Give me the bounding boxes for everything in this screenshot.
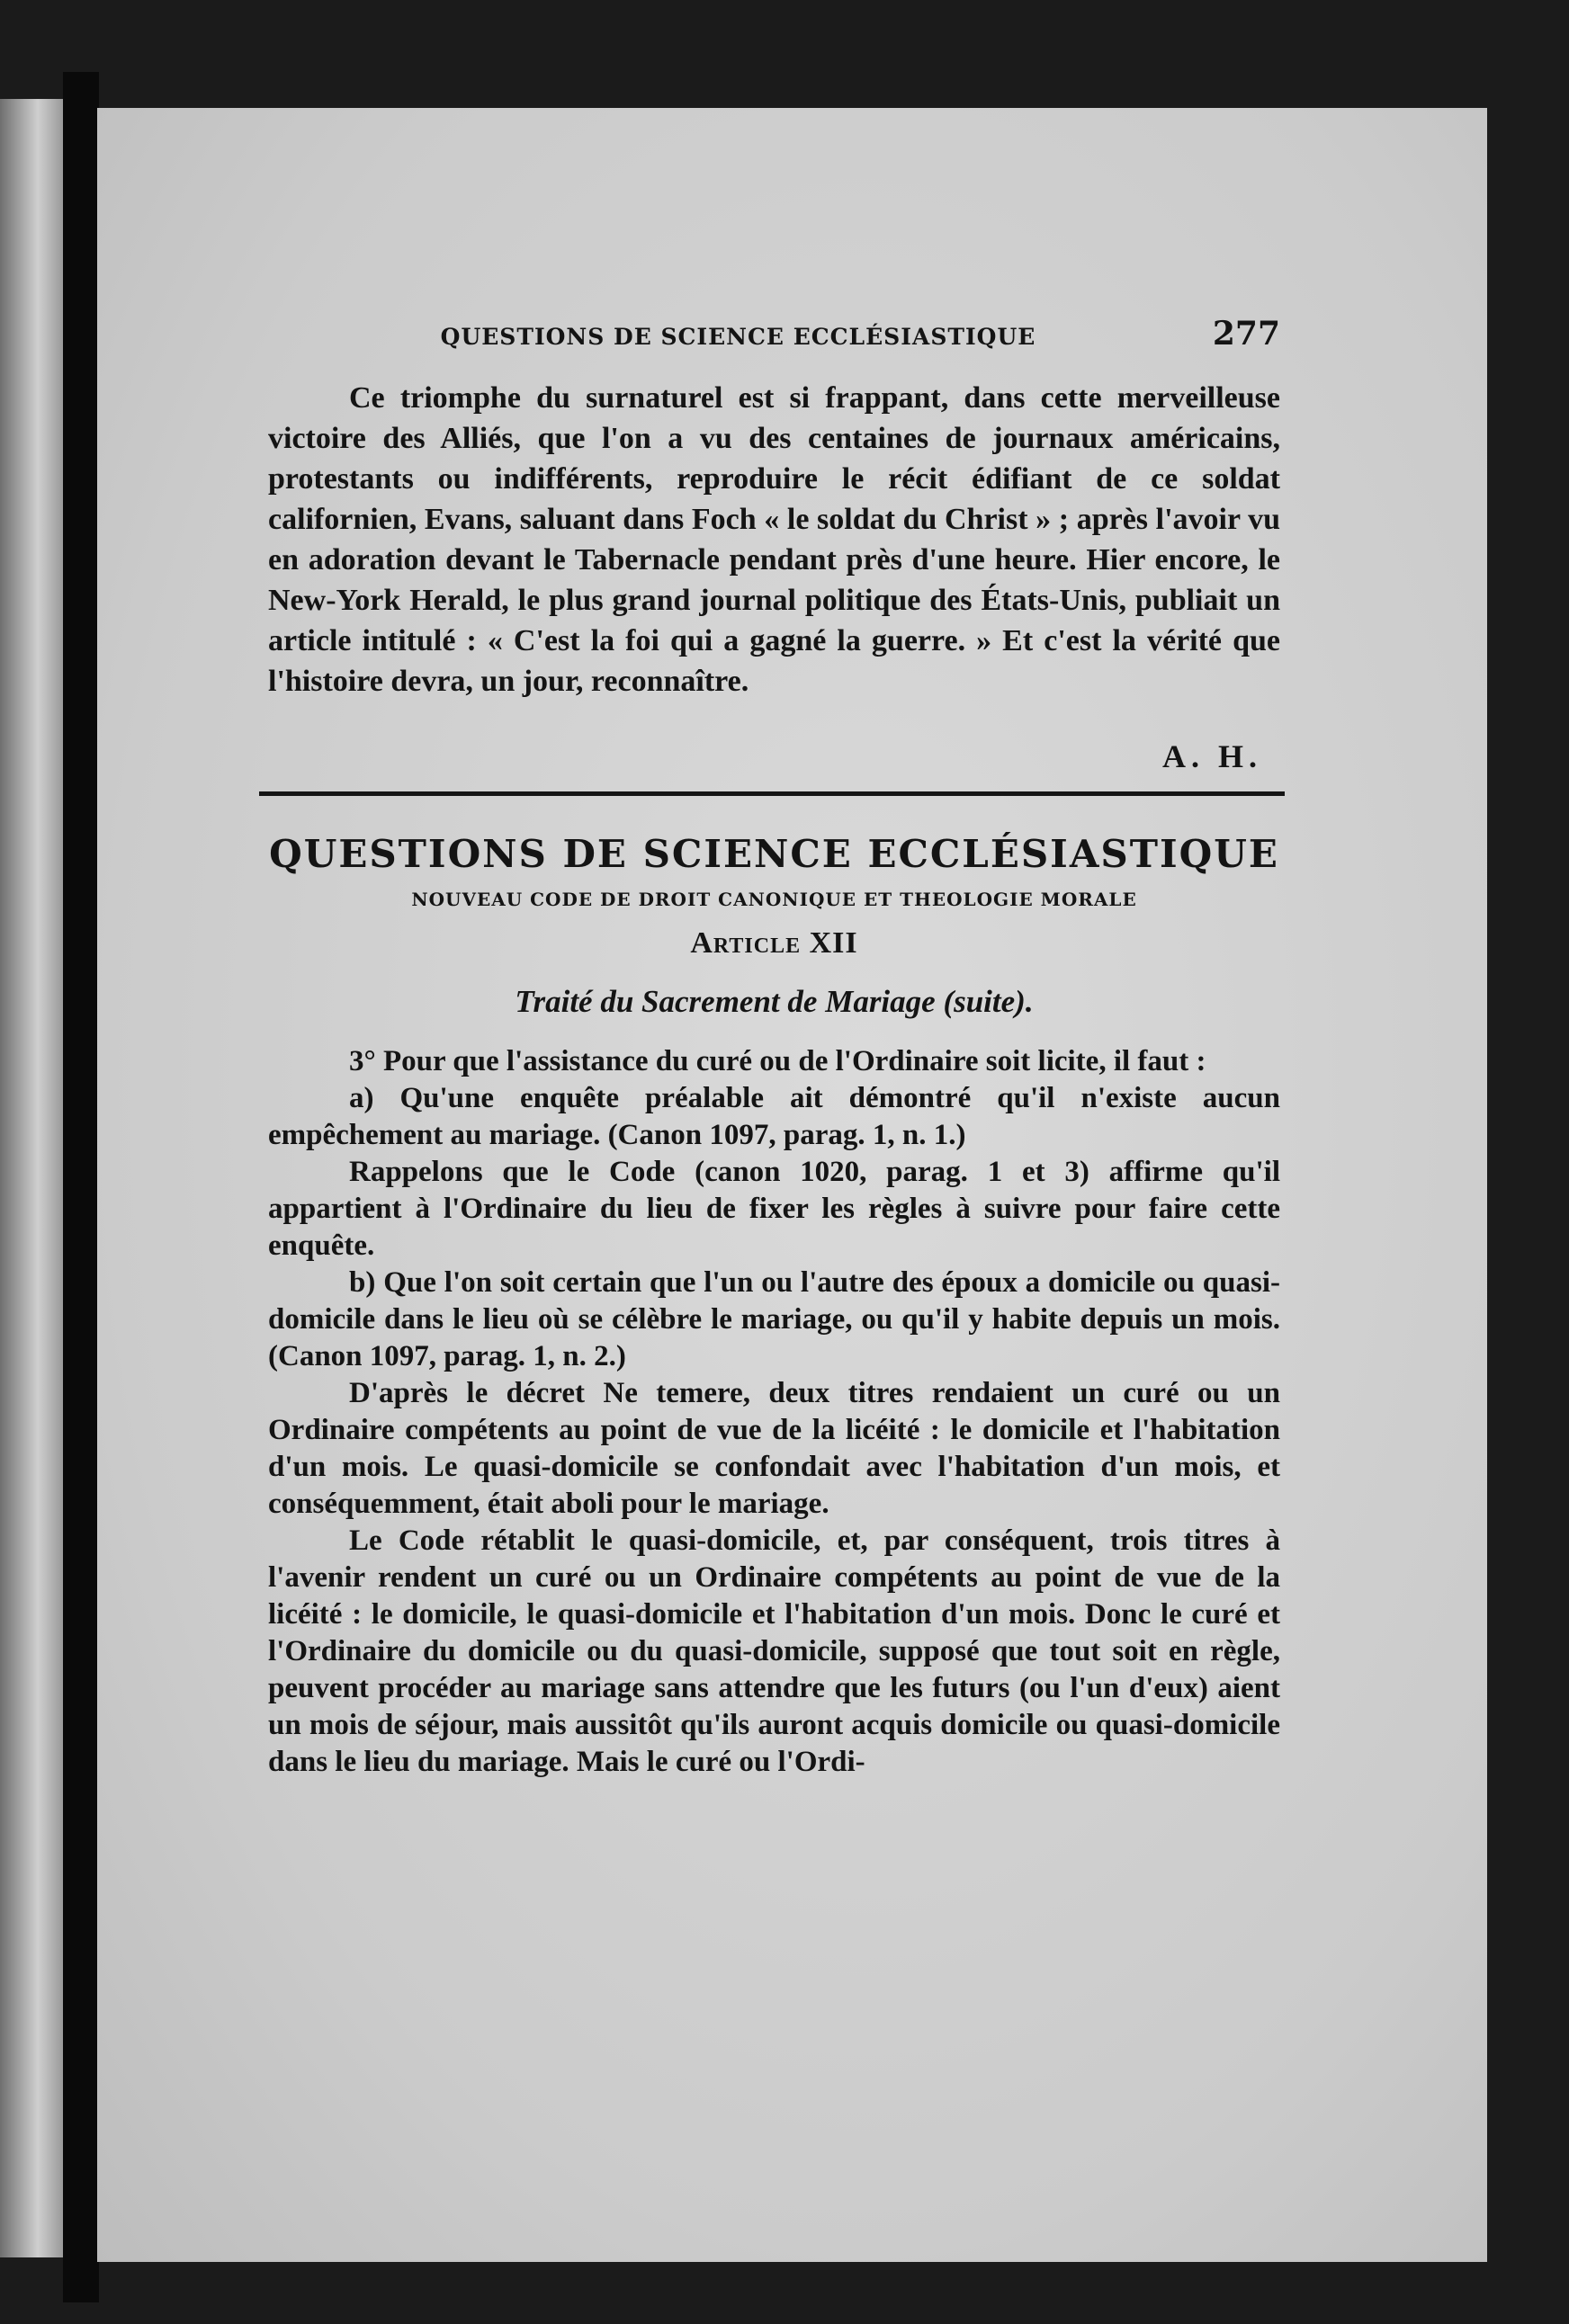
- page-content: [268, 315, 1280, 1781]
- previous-page-edge: [0, 99, 63, 2257]
- article-heading: Article XII: [690, 926, 858, 960]
- body-paragraph-6: Le Code rétablit le quasi-domicile, et, par conséquent, trois titres à l'avenir rendent un curé ou un Ordinaire compétents au point de vue de la licéité : le domicile, le quasi-domicile et l'habitation d'un mois. Donc le curé et l'Ordinaire du domicile ou du quasi-domicile, supposé que tout soit en règle, peuvent procéder au mariage sans attendre que les futurs (ou l'un d'eux) aient un mois de séjour, mais aussitôt qu'ils auront acquis domicile ou quasi-domicile dans le lieu du mariage. Mais le curé ou l'Ordi-: [268, 1524, 1280, 1778]
- author-signature: A. H.: [1162, 738, 1262, 774]
- book-binding: [63, 72, 99, 2302]
- page-number: 277: [1212, 315, 1280, 353]
- running-title: QUESTIONS DE SCIENCE ECCLÉSIASTIQUE: [440, 324, 1036, 350]
- treatise-heading: Traité du Sacrement de Mariage (suite).: [515, 984, 1034, 1019]
- article-body: [268, 1043, 1280, 1781]
- body-paragraph-4: b) Que l'on soit certain que l'un ou l'autre des époux a domicile ou quasi-domicile dans le lieu où se célèbre le mariage, ou qu'il y habite depuis un mois. (Canon 1097, parag. 1, n. 2.): [268, 1266, 1280, 1372]
- intro-paragraph: Ce triomphe du surnaturel est si frappant, dans cette merveilleuse victoire des Alliés, que l'on a vu des centaines de journaux américains, protestants ou indifférents, reproduire le récit édifiant de ce soldat californien, Evans, saluant dans Foch « le soldat du Christ » ; après l'avoir vu en adoration devant le Tabernacle pendant près d'une heure. Hier encore, le New-York Herald, le plus grand journal politique des États-Unis, publiait un article intitulé : « C'est la foi qui a gagné la guerre. » Et c'est la vérité que l'histoire devra, un jour, reconnaître.: [268, 381, 1280, 698]
- body-paragraph-5: D'après le décret Ne temere, deux titres rendaient un curé ou un Ordinaire compétents au point de vue de la licéité : le domicile et l'habitation d'un mois. Le quasi-domicile se confondait avec l'habitation d'un mois, et conséquemment, était aboli pour le mariage.: [268, 1377, 1280, 1520]
- running-header: [268, 315, 1280, 378]
- body-paragraph-3: Rappelons que le Code (canon 1020, parag. 1 et 3) affirme qu'il appartient à l'Ordinaire du lieu de fixer les règles à suivre pour faire cette enquête.: [268, 1156, 1280, 1262]
- body-paragraph-1: 3° Pour que l'assistance du curé ou de l'Ordinaire soit licite, il faut :: [349, 1045, 1206, 1077]
- section-subtitle: NOUVEAU CODE DE DROIT CANONIQUE ET THEOLOGIE MORALE: [411, 889, 1137, 910]
- book-page: [97, 108, 1487, 2262]
- body-paragraph-2: a) Qu'une enquête préalable ait démontré qu'il n'existe aucun empêchement au mariage. (Canon 1097, parag. 1, n. 1.): [268, 1082, 1280, 1151]
- section-title: QUESTIONS DE SCIENCE ECCLÉSIASTIQUE: [269, 832, 1279, 876]
- section-divider: [259, 791, 1285, 796]
